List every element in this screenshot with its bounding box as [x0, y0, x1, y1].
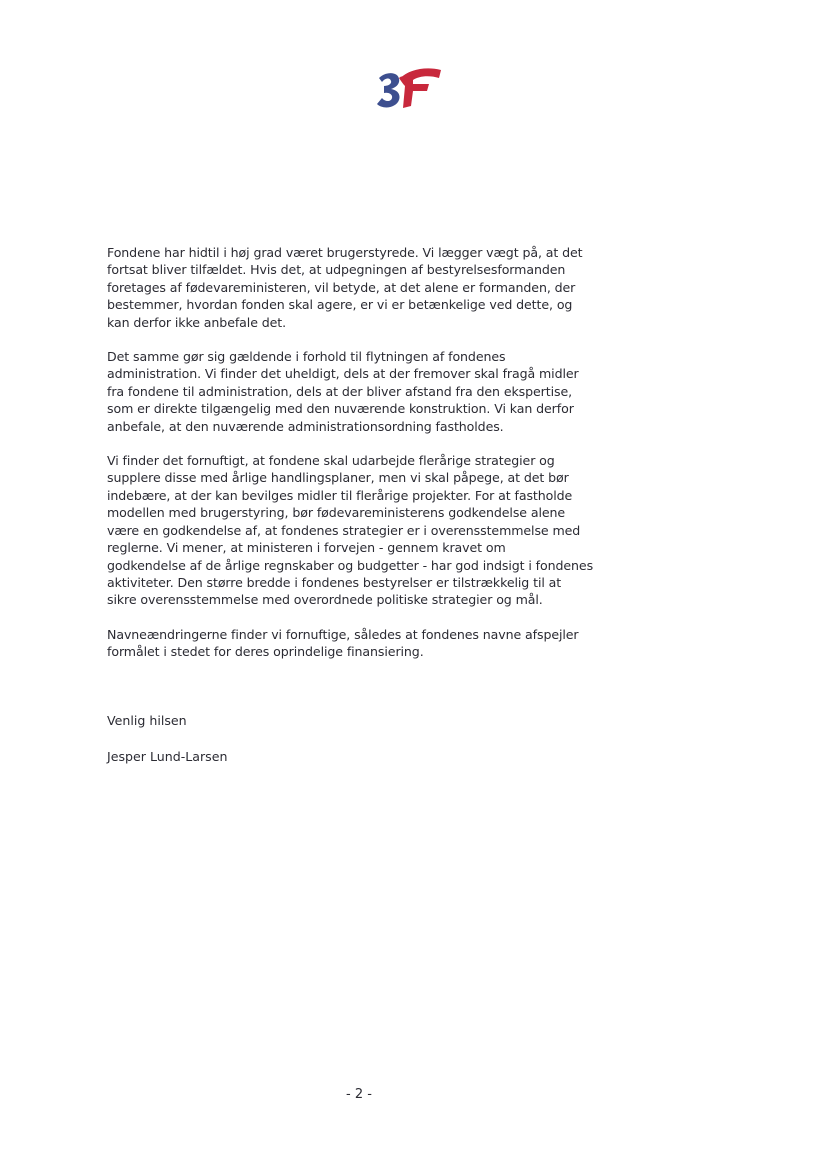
- text-line: Fondene har hidtil i høj grad været brugerstyrede. Vi lægger vægt på, at det: [107, 245, 583, 260]
- text-line: anbefale, at den nuværende administrationsordning fastholdes.: [107, 418, 504, 434]
- text-line: Navneændringerne finder vi fornuftige, således at fondenes navne afspejler: [107, 626, 579, 642]
- text-line: formålet i stedet for deres oprindelige finansiering.: [107, 644, 424, 660]
- text-line: godkendelse af de årlige regnskaber og budgetter - har god indsigt i fondenes: [107, 557, 594, 573]
- text-line: bestemmer, hvordan fonden skal agere, er vi er betænkelige ved dette, og: [107, 297, 573, 313]
- text-line: være en godkendelse af, at fondenes strategier er i overensstemmelse med: [107, 522, 581, 538]
- text-line: sikre overensstemmelse med overordnede politiske strategier og mål.: [107, 592, 543, 608]
- text-line: indebære, at der kan bevilges midler til flerårige projekter. For at fastholde: [107, 487, 573, 503]
- page-number: - 2 -: [346, 1087, 372, 1102]
- text-line: fra fondene til administration, dels at der bliver afstand fra den ekspertise,: [107, 383, 572, 399]
- text-line: som er direkte tilgængelig med den nuværende konstruktion. Vi kan derfor: [107, 401, 574, 417]
- text-line: administration. Vi finder det uheldigt, dels at der fremover skal fragå midler: [107, 366, 579, 382]
- text-line: fortsat bliver tilfældet. Hvis det, at udpegningen af bestyrelsesformanden: [107, 262, 566, 278]
- text-line: Vi finder det fornuftigt, at fondene skal udarbejde flerårige strategier og: [107, 453, 555, 469]
- paragraph-2: [107, 348, 627, 435]
- text-line: modellen med brugerstyring, bør fødevareministerens godkendelse alene: [107, 505, 566, 521]
- paragraph-4: [107, 626, 627, 661]
- letter-body: [107, 244, 627, 678]
- text-line: aktiviteter. Den større bredde i fondenes bestyrelser er tilstrækkelig til at: [107, 574, 562, 590]
- text-line: supplere disse med årlige handlingsplaner, men vi skal påpege, at det bør: [107, 470, 569, 486]
- 3f-logo-icon: [373, 64, 443, 110]
- closing-greeting: Venlig hilsen: [107, 713, 187, 728]
- signature-name: Jesper Lund-Larsen: [107, 749, 228, 764]
- paragraph-3: [107, 452, 627, 609]
- paragraph-1: [107, 244, 627, 331]
- text-line: kan derfor ikke anbefale det.: [107, 314, 287, 330]
- text-line: foretages af fødevareministeren, vil betyde, at det alene er formanden, der: [107, 279, 576, 295]
- text-line: reglerne. Vi mener, at ministeren i forvejen - gennem kravet om: [107, 540, 506, 556]
- text-line: Det samme gør sig gældende i forhold til flytningen af fondenes: [107, 349, 506, 365]
